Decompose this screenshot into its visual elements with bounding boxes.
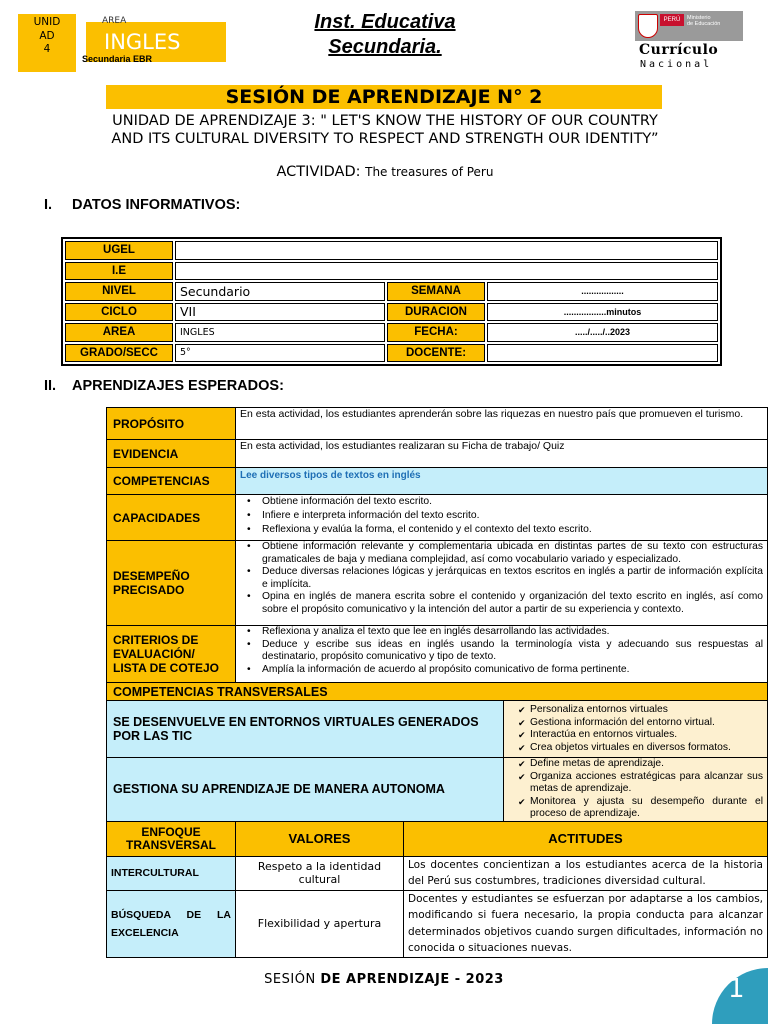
activity-label: ACTIVIDAD: [276,164,361,180]
criterios-value [236,626,768,683]
busqueda-actitud: Docentes y estudiantes se esfuerzan por adaptarse a los cambios, modificando si fuera necesario, la propia conducta para alcanzar determinados objetivos cuando surgen dificultades, información no conocida o situaciones nuevas. [404,890,768,957]
list-item: • Obtiene información del texto escrito. [240,495,763,509]
table-row [107,683,768,701]
ie-value [175,262,718,281]
area-badge-value: INGLES [104,30,181,54]
institution-line2: Secundaria. [328,36,442,58]
institution-title [260,10,510,60]
intercultural-actitud: Los docentes concientizan a los estudiantes acerca de la historia del Perú sus costumbres, tradiciones diversidad cultural. [404,856,768,890]
table-row [65,262,718,281]
unit-description: UNIDAD DE APRENDIZAJE 3: " LET'S KNOW THE HISTORY OF OUR COUNTRY AND ITS CULTURAL DIVERSITY TO RESPECT AND STRENGTH OUR IDENTITY” [111,113,659,147]
table-row [65,344,718,363]
section-datos-title: DATOS INFORMATIVOS: [72,197,241,213]
desempeno-label: DESEMPEÑO PRECISADO [107,541,236,626]
actitudes-header: ACTITUDES [404,821,768,856]
table-row [107,890,768,957]
area-label: AREA [65,323,173,342]
proposito-value: En esta actividad, los estudiantes aprenderán sobre las riquezas en nuestro país que promueven el turismo. [236,408,768,440]
unit-badge-line2: AD [39,30,55,42]
list-item: ✔ Organiza acciones estratégicas para alcanzar sus metas de aprendizaje. [508,771,763,796]
table-row [107,541,768,626]
unit-badge [18,14,76,72]
table-row [107,701,768,758]
table-row [65,241,718,260]
logo-ministry-bar [635,11,743,41]
list-item: • Infiere e interpreta información del texto escrito. [240,509,763,523]
footer-prefix: SESIÓN [264,972,316,987]
table-row [107,495,768,541]
datos-informativos-table [61,237,722,366]
section-datos-heading [44,197,240,213]
semana-value: ................. [487,282,718,301]
intercultural-label: INTERCULTURAL [107,856,236,890]
busqueda-valor: Flexibilidad y apertura [236,890,404,957]
gestiona-label: GESTIONA SU APRENDIZAJE DE MANERA AUTONOMA [107,758,504,822]
logo-ministry-line2: de Educación [687,21,721,27]
table-row [107,440,768,468]
unit-badge-line1: UNID [33,16,61,28]
desempeno-value [236,541,768,626]
list-item: • Reflexiona y evalúa la forma, el contenido y el contexto del texto escrito. [240,523,763,537]
logo-peru-label: PERÚ [660,14,684,26]
grado-label: GRADO/SECC [65,344,173,363]
list-item: ✔ Interactúa en entornos virtuales. [508,729,763,742]
table-row [65,303,718,322]
semana-label: SEMANA [387,282,485,301]
fecha-value: ...../...../..2023 [487,323,718,342]
session-title: SESIÓN DE APRENDIZAJE N° 2 [106,85,662,109]
area-value: INGLES [175,323,385,342]
list-item: • Reflexiona y analiza el texto que lee en inglés desarrollando las actividades. [240,626,763,639]
evidencia-value: En esta actividad, los estudiantes realizaran su Ficha de trabajo/ Quiz [236,440,768,468]
table-row [107,468,768,495]
table-row [65,323,718,342]
criterios-label: CRITERIOS DE EVALUACIÓN/ LISTA DE COTEJO [107,626,236,683]
evidencia-label: EVIDENCIA [107,440,236,468]
docente-label: DOCENTE: [387,344,485,363]
logo-curriculo: Currículo [639,42,719,58]
page-number: 1 [728,974,745,1004]
logo-ministry-line1: Ministerio [687,15,711,21]
logo-nacional: Nacional [640,59,713,70]
list-item: • Amplía la información de acuerdo al propósito comunicativo de forma pertinente. [240,664,763,677]
gestiona-value [504,758,768,822]
list-item: • Obtiene información relevante y complementaria ubicada en distintas partes de su texto con estructuras gramaticales de baja y mediana complejidad, así como vocabulario variado y especializado. [240,541,763,566]
ciclo-label: CICLO [65,303,173,322]
intercultural-valor: Respeto a la identidad cultural [236,856,404,890]
list-item: ✔ Personaliza entornos virtuales [508,704,763,717]
activity-line [100,164,670,180]
capacidades-value [236,495,768,541]
table-row [107,408,768,440]
tic-label: SE DESENVUELVE EN ENTORNOS VIRTUALES GENERADOS POR LAS TIC [107,701,504,758]
table-row [107,856,768,890]
activity-value: The treasures of Peru [365,165,494,179]
aprendizajes-table [106,407,768,958]
grado-value: 5° [175,344,385,363]
list-item: ✔ Gestiona información del entorno virtual. [508,717,763,730]
competencias-label: COMPETENCIAS [107,468,236,495]
logo-ministry-text [687,15,720,27]
area-badge-label: AREA [102,16,127,26]
level-tag: Secundaria EBR [82,54,153,64]
nivel-label: NIVEL [65,282,173,301]
list-item: ✔ Monitorea y ajusta su desempeño durante el proceso de aprendizaje. [508,796,763,821]
page-footer [0,972,768,987]
fecha-label: FECHA: [387,323,485,342]
ugel-value [175,241,718,260]
table-row [65,282,718,301]
docente-value [487,344,718,363]
table-row [107,758,768,822]
list-item: • Deduce diversas relaciones lógicas y jerárquicas en textos escritos en inglés a partir de información explícita e implícita. [240,566,763,591]
footer-bold: DE APRENDIZAJE - 2023 [320,972,504,987]
enfoque-header: ENFOQUE TRANSVERSAL [107,821,236,856]
ie-label: I.E [65,262,173,281]
busqueda-label: BÚSQUEDA DE LA EXCELENCIA [107,890,236,957]
section-aprendizajes-title: APRENDIZAJES ESPERADOS: [72,378,284,394]
nivel-value: Secundario [175,282,385,301]
capacidades-label: CAPACIDADES [107,495,236,541]
proposito-label: PROPÓSITO [107,408,236,440]
institution-line1: Inst. Educativa [314,11,456,33]
table-row [107,821,768,856]
valores-header: VALORES [236,821,404,856]
tic-value [504,701,768,758]
section-datos-num: I. [44,197,53,213]
duracion-label: DURACION [387,303,485,322]
curriculo-nacional-logo [635,11,745,71]
peru-shield-icon [638,14,658,38]
competencias-value: Lee diversos tipos de textos en inglés [236,468,768,495]
list-item: • Opina en inglés de manera escrita sobre el contenido y organización del texto escrito en inglés, así como sobre el propósito comunicativo y la intención del autor a partir de su experiencia y contexto. [240,591,763,616]
ugel-label: UGEL [65,241,173,260]
list-item: ✔ Define metas de aprendizaje. [508,758,763,771]
ciclo-value: VII [175,303,385,322]
section-aprendizajes-num: II. [44,378,57,394]
duracion-value: .................minutos [487,303,718,322]
table-row [107,626,768,683]
unit-badge-line3: 4 [43,43,51,55]
section-aprendizajes-heading [44,378,284,394]
list-item: ✔ Crea objetos virtuales en diversos formatos. [508,742,763,755]
list-item: • Deduce y escribe sus ideas en inglés usando la terminología vista y adecuando sus respuestas al destinatario, propósito comunicativo y tipo de texto. [240,639,763,664]
competencias-transversales-header: COMPETENCIAS TRANSVERSALES [107,683,768,701]
